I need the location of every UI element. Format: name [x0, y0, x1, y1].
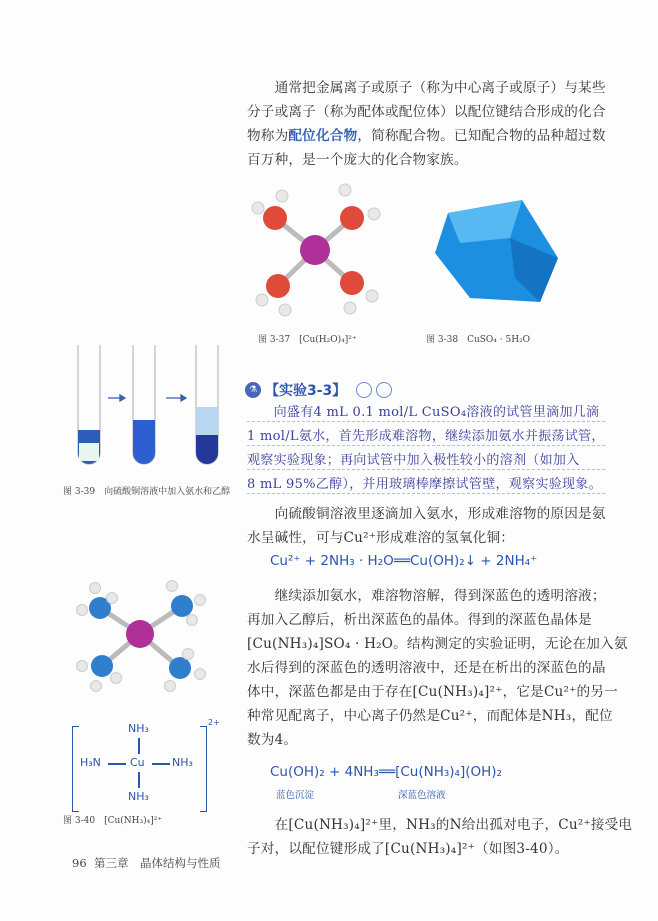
intro-line: 通常把金属离子或原子（称为中心离子或原子）与某些: [247, 80, 606, 96]
label-deep-blue-solution: 深蓝色溶液: [398, 790, 446, 801]
paragraph-line: 在[Cu(NH₃)₄]²⁺里，NH₃的N给出孤对电子，Cu²⁺接受电: [247, 817, 633, 833]
paragraph-line: 向硫酸铜溶液里逐滴加入氨水，形成难溶物的原因是氨: [247, 506, 606, 522]
equation-2: Cu(OH)₂ + 4NH₃══[Cu(NH₃)₄](OH)₂: [270, 764, 502, 780]
experiment-line: 8 mL 95%乙醇），并用玻璃棒摩擦试管壁，观察实验现象。: [247, 473, 605, 494]
experiment-line: 观察实验现象；再向试管中加入极性较小的溶剂（如加入: [247, 449, 605, 470]
figure-caption-3-40: 图 3-40 [Cu(NH₃)₄]²⁺: [63, 816, 163, 826]
intro-line: 百万种，是一个庞大的化合物家族。: [247, 152, 468, 168]
experiment-line: 1 mol/L氨水，首先形成难溶物，继续添加氨水并振荡试管，: [247, 425, 605, 446]
paragraph-line: 子对，以配位键形成了[Cu(NH₃)₄]²⁺（如图3-40）。: [247, 841, 569, 857]
nh3-right: NH₃: [172, 756, 193, 769]
nh3-bottom: NH₃: [128, 790, 149, 803]
intro-line: 分子或离子（称为配体或配位体）以配位键结合形成的化合: [247, 104, 606, 120]
experiment-line: 向盛有4 mL 0.1 mol/L CuSO₄溶液的试管里滴加几滴: [247, 401, 605, 422]
equation-1: Cu²⁺ + 2NH₃ · H₂O══Cu(OH)₂↓ + 2NH₄⁺: [270, 553, 538, 569]
paragraph-line: 水呈碱性，可与Cu²⁺形成难溶的氢氧化铜：: [247, 530, 515, 546]
flask-icon: ⚗: [245, 382, 261, 398]
hand-wash-icon: [376, 382, 392, 398]
label-blue-precipitate: 蓝色沉淀: [276, 790, 315, 801]
chapter-title: 第三章 晶体结构与性质: [93, 856, 221, 870]
cuso4-crystal-image: [430, 198, 565, 308]
charge-label: 2+: [208, 718, 220, 727]
paragraph-line: 体中，深蓝色都是由于存在[Cu(NH₃)₄]²⁺，它是Cu²⁺的另一: [247, 684, 618, 700]
term-coordination-compound: 配位化合物: [288, 128, 358, 144]
paragraph-line: 数为4。: [247, 732, 298, 748]
page-footer: [72, 855, 220, 871]
experiment-heading: [245, 380, 392, 400]
test-tubes-image: [70, 345, 230, 470]
paragraph-line: 继续添加氨水，难溶物溶解，得到深蓝色的透明溶液；: [247, 588, 606, 604]
paragraph-line: [Cu(NH₃)₄]SO₄ · H₂O。结构测定的实验证明，无论在加入氨: [247, 636, 628, 652]
paragraph-line: 种常见配离子，中心离子仍然是Cu²⁺，而配体是NH₃，配位: [247, 708, 613, 724]
intro-line: [247, 124, 607, 144]
page-number: 96: [72, 856, 87, 870]
experiment-title: 【实验3-3】: [265, 383, 347, 399]
figure-caption-3-38: 图 3-38 CuSO₄ · 5H₂O: [426, 335, 531, 345]
figure-caption-3-37: 图 3-37 [Cu(H₂O)₄]²⁺: [258, 335, 357, 345]
paragraph-line: 再加入乙醇后，析出深蓝色的晶体。得到的深蓝色晶体是: [247, 612, 592, 628]
nh3-top: NH₃: [128, 722, 149, 735]
figure-caption-3-39: 图 3-39 向硫酸铜溶液中加入氨水和乙醇: [63, 487, 231, 497]
cu-h2o-molecule-image: [240, 178, 390, 323]
cu-center: Cu: [130, 756, 145, 769]
goggles-icon: [356, 382, 372, 398]
h3n-left: H₃N: [80, 756, 101, 769]
cu-nh3-structure-diagram: [72, 718, 222, 808]
intro-prefix: 物称为: [247, 128, 289, 144]
paragraph-line: 水后得到的深蓝色的透明溶液中，还是在析出的深蓝色的晶: [247, 660, 606, 676]
cu-nh3-molecule-image: [60, 570, 220, 700]
intro-rest: ，简称配合物。已知配合物的品种超过数: [357, 128, 606, 144]
